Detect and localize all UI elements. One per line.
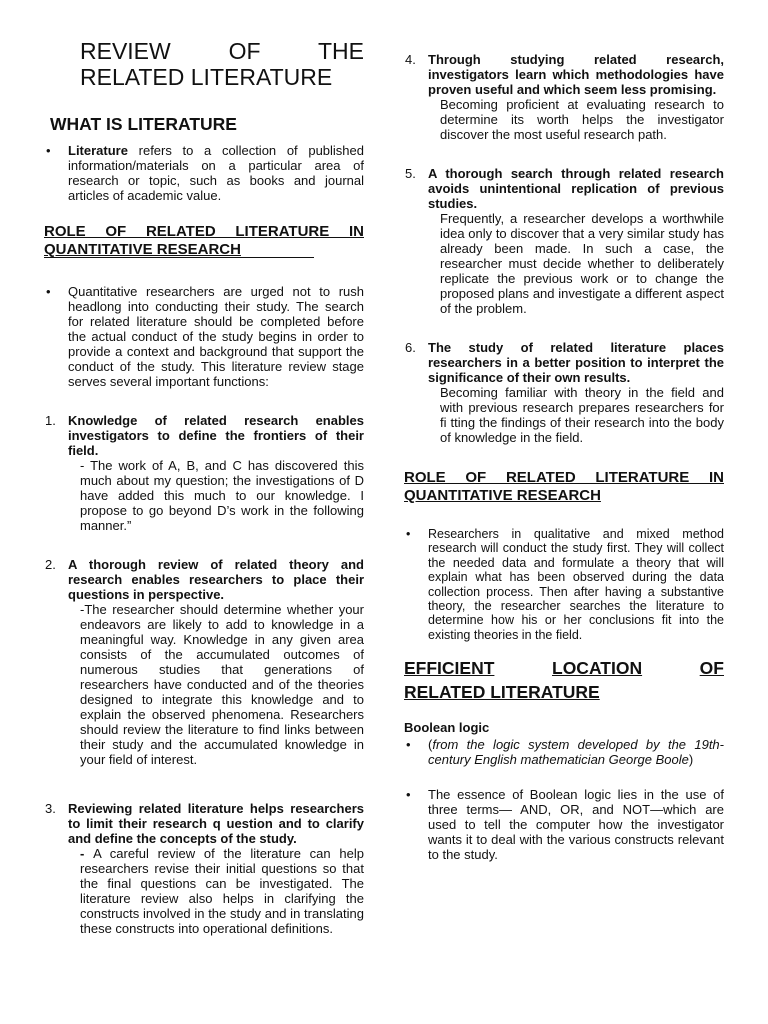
literature-definition: refers to a collection of published information/materials on a particular area of research or topic, such as books and journal articles of academic value.	[68, 143, 364, 203]
function-item-4	[404, 52, 724, 142]
heading-word-efficient: EFFICIENT	[404, 658, 495, 679]
function-item-3	[44, 801, 364, 936]
boolean-logic-subheading: Boolean logic	[404, 720, 490, 736]
left-column	[44, 38, 364, 960]
title-line-1: REVIEW OF THE	[80, 38, 364, 64]
quantitative-bullet	[44, 284, 364, 389]
item-heading: The study of related literature places researchers in a better position to interpret the significance of their own results.	[428, 340, 724, 385]
bullet-dot: •	[46, 143, 51, 158]
bullet-dot: •	[406, 787, 411, 803]
boolean-essence-text: The essence of Boolean logic lies in the use of three terms— AND, OR, and NOT—which are used to tell the computer how the investigator wants it to deal with the various constructs relevant to the study.	[428, 787, 724, 863]
role-heading-line-1: ROLE OF RELATED LITERATURE IN	[404, 469, 724, 486]
heading-word-of: OF	[699, 658, 724, 679]
item-body: Becoming proficient at evaluating research to determine its worth helps the investigator discover the most useful research path.	[440, 97, 724, 142]
what-is-literature-heading: WHAT IS LITERATURE	[50, 114, 237, 134]
item-number: 6.	[405, 340, 416, 355]
role-heading-line-2: QUANTITATIVE RESEARCH	[44, 241, 241, 258]
right-column	[404, 52, 724, 874]
role-heading-line-1: ROLE OF RELATED LITERATURE IN	[44, 223, 364, 240]
item-body: - The work of A, B, and C has discovered this much about my question; the investigations of D have added this much to our knowledge. I propose to go beyond D’s work in the following manner.”	[80, 458, 364, 533]
item-number: 1.	[45, 413, 56, 428]
boolean-essence-bullet	[404, 787, 724, 862]
role-second-heading	[404, 469, 724, 505]
function-item-2	[44, 557, 364, 767]
item-body: Becoming familiar with theory in the field and with previous research prepares researchers for fi tting the findings of their research into the body of knowledge in the field.	[440, 385, 724, 445]
qualitative-text: Researchers in qualitative and mixed method research will conduct the study first. They will collect the needed data and formulate a theory that will explain what has been observed during the data collection process. Then after having a substantive theory, the researcher searches the literature to determine how his or her conclusions fit into the existing theories in the field.	[428, 527, 724, 642]
qualitative-bullet	[404, 527, 724, 642]
item-body: Frequently, a researcher develops a worthwhile idea only to discover that a very similar study has already been made. In such a case, the researcher must decide whether to deliberately replicate the previous work or to change the proposed plans and investigate a different aspect of the problem.	[440, 211, 724, 316]
document-title	[80, 38, 364, 90]
item-heading: A thorough review of related theory and research enables researchers to place their questions in perspective.	[68, 557, 364, 602]
bullet-dot: •	[406, 527, 411, 541]
function-item-1	[44, 413, 364, 533]
item-number: 4.	[405, 52, 416, 67]
role-heading-line-2: QUANTITATIVE RESEARCH	[404, 487, 601, 504]
item-heading: A thorough search through related research avoids unintentional replication of previous studies.	[428, 166, 724, 211]
function-item-6	[404, 340, 724, 445]
item-heading: Knowledge of related research enables investigators to define the frontiers of their field.	[68, 413, 364, 458]
boolean-origin-text: from the logic system developed by the 19th-century English mathematician George Boole	[428, 737, 724, 768]
item-body: -The researcher should determine whether your endeavors are likely to add to knowledge in a meaningful way. Knowledge in any given area consists of the accumulated outcomes of numerous studies that generations of researchers have conducted and of the theories designed to integrate this knowledge and to explain the observed phenomena. Researchers should review the literature to find links between their study and the accumulated knowledge in your field of interest.	[80, 602, 364, 767]
quantitative-text: Quantitative researchers are urged not to rush headlong into conducting their study. The search for related literature should be completed before the actual conduct of the study begins in order to provide a context and background that support the conduct of the study. This literature review stage serves several important functions:	[68, 284, 364, 389]
boolean-origin-bullet: • (from the logic system developed by the 19th-century English mathematician George Boole)	[406, 737, 724, 768]
item-body-text: A careful review of the literature can help researchers revise their initial questions so that the final questions can be investigated. The literature review also helps in clarifying the constructs involved in the study and in translating these constructs into operational definitions.	[80, 846, 364, 936]
item-number: 5.	[405, 166, 416, 181]
item-number: 3.	[45, 801, 56, 816]
title-line-2: RELATED LITERATURE	[80, 64, 333, 90]
function-item-5	[404, 166, 724, 316]
efficient-location-heading	[404, 656, 724, 704]
heading-line-2: RELATED LITERATURE	[404, 682, 600, 703]
item-dash: -	[80, 846, 94, 861]
item-heading: Reviewing related literature helps researchers to limit their research q uestion and to clarify and define the concepts of the study.	[68, 801, 364, 846]
item-body	[68, 846, 364, 936]
item-number: 2.	[45, 557, 56, 572]
bullet-dot: •	[406, 737, 411, 753]
item-heading: Through studying related research, investigators learn which methodologies have proven useful and which seem less promising.	[428, 52, 724, 97]
literature-definition-bullet	[44, 143, 364, 203]
heading-word-location: LOCATION	[552, 658, 643, 679]
bullet-dot: •	[46, 284, 51, 299]
literature-term: Literature	[68, 143, 128, 158]
role-quantitative-heading	[44, 223, 364, 258]
